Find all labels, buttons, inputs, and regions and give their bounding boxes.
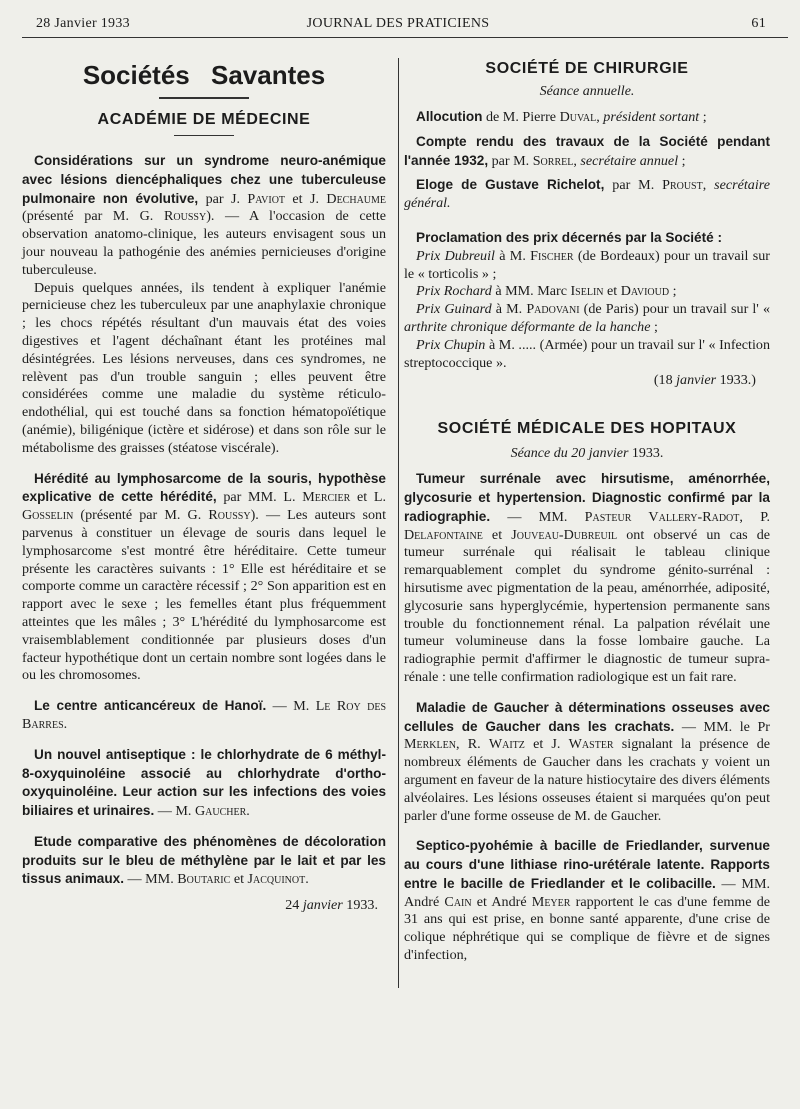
article-neuro-anemique: Considérations sur un syndrome neuro-anémique avec lésions diencéphaliques chez une tuberculeuse pulmonaire non évolutive, par J. Paviot et J. Dechaume (présenté par M. G. Roussy). — A l'occasion de cette observation anatomo-clinique, les auteurs envisagent sous un jour nouveau la pathogénie des anémies pernicieuses d'origine tuberculeuse. Depuis quelques années, ils tendent à expliquer l'anémie pernicieuse chez les tuberculeux par une anaphylaxie chronique ; les chocs répétés résultant d'un mauvais état des voies digestives et l'agent déchaînant étant les protéines mal désintégrées. Les lésions nerveuses, dans ces syndromes, ne relèvent pas d'un trouble sanguin ; elles peuvent être considérées comme une maladie du système réticulo-endothélial, qui est touché dans sa fonction hématopoïétique (anémie), biligénique (ictère et sidérose) et dans son rôle sur le métabolisme des graisses (stéatose viscérale). bbox=[22, 153, 387, 456]
left-column bbox=[22, 60, 386, 915]
academie-rule bbox=[174, 135, 234, 136]
allocution: Allocution de M. Pierre Duval, président sortant ; bbox=[416, 109, 707, 125]
hopitaux-subtitle: Séance du 20 janvier 1933. bbox=[510, 446, 664, 462]
article-lymphosarcome: Hérédité au lymphosarcome de la souris, hypothèse explicative de cette hérédité, par MM. L. Mercier et L. Gosselin (présenté par M. G. Roussy). — Les auteurs sont parvenus à constituer un élevage de souris dans lequel le lymphosarcome s'est montré être héréditaire. Cette tumeur présente les caractères suivants : 1° Elle est héréditaire et se comporte comme un caractère récessif ; 2° Son apparition est en rapport avec le sexe ; les femelles étant plus fréquemment atteintes que les mâles ; 3° L'hérédité du lymphosarcome est vraisemblablement conditionnée par plusieurs doses d'un facteur hypothétique dont un certain nombre sont logées dans le ou les chromosomes. bbox=[22, 470, 386, 684]
column-divider bbox=[398, 58, 399, 988]
article-tumeur-surrenale: Tumeur surrénale avec hirsutisme, aménorrhée, glycosurie et hypertension. Diagnostic confirmé par la radiographie. — MM. Pasteur Vallery-Radot, P. Delafontaine et Jouveau-Dubreuil ont observé un cas de tumeur surrénale qui réalisait le tableau clinique remarquablement complet du syndrome génito-surrénal : hirsutisme avec pigmentation de la peau, aménorrhée, adiposité, glycosurie sans hyperglycémie, hypertension permanente sans trouble du fonctionnement rénal. La palpation révélait une tumeur volumineuse dans la fosse lombaire gauche. La radiographie permit d'affirmer le diagnostic de tumeur supra-rénale : une telle confirmation radiologique est un fait rare. bbox=[404, 471, 770, 685]
chirurgie-subtitle: Séance annuelle. bbox=[539, 84, 635, 99]
compte-rendu: Compte rendu des travaux de la Société pendant l'année 1932, par M. Sorrel, secrétaire annuel ; bbox=[404, 133, 770, 169]
title-rule bbox=[159, 97, 249, 99]
article-hanoi: Le centre anticancéreux de Hanoï. — M. Le Roy des Barres. bbox=[22, 698, 386, 732]
journal-title: JOURNAL DES PRATICIENS bbox=[306, 16, 490, 31]
right-column bbox=[404, 60, 770, 965]
page-number: 61 bbox=[751, 16, 766, 31]
article-decoloration: Etude comparative des phénomènes de décoloration produits sur le bleu de méthylène par le lait et par les tissus animaux. — MM. Boutaric et Jacquinot. bbox=[22, 833, 386, 888]
left-date: 24 janvier 1933. bbox=[285, 897, 378, 914]
article-friedlander: Septico-pyohémie à bacille de Friedlander, survenue au cours d'une lithiase rino-urétérale latente. Rapports entre le bacille de Friedlander et le colibacille. — MM. André Cain et André Meyer rapportent le cas d'une femme de 31 ans qui est prise, en bonne santé apparente, d'une crise de colique néphrétique qui se complique de fièvre et de signes d'infection, bbox=[404, 838, 771, 964]
chirurgie-heading: SOCIÉTÉ DE CHIRURGIE bbox=[485, 60, 689, 77]
page-header bbox=[22, 16, 774, 36]
article-gaucher: Maladie de Gaucher à déterminations osseuses avec cellules de Gaucher dans les crachats. — MM. le Pr Merklen, R. Waitz et J. Waster signalant la présence de nombreux éléments de Gaucher dans les crachats y voient un argument en faveur de la nature histiocytaire des divers éléments alvéolaires. Les lésions osseuses étaient si marquées qu'on peut parler d'une forme osseuse de M. de Gaucher. bbox=[404, 699, 770, 824]
eloge: Eloge de Gustave Richelot, par M. Proust, secrétaire général. bbox=[404, 177, 770, 212]
header-rule bbox=[22, 37, 788, 38]
hopitaux-heading: SOCIÉTÉ MÉDICALE DES HOPITAUX bbox=[437, 420, 737, 438]
issue-date: 28 Janvier 1933 bbox=[36, 16, 130, 31]
proclamation-prix: Proclamation des prix décernés par la Société : Prix Dubreuil à M. Fischer (de Bordeaux) pour un travail sur le « torticolis » ; Prix Rochard à MM. Marc Iselin et Davioud ; Prix Guinard à M. Padovani (de Paris) pour un travail sur l' « arthrite chronique déformante de la hanche ; Prix Chupin à M. ..... (Armée) pour un travail sur l' « Infection streptococcique ». (18 janvier 1933.) bbox=[404, 229, 771, 389]
academie-heading: ACADÉMIE DE MÉDECINE bbox=[97, 111, 311, 128]
article-antiseptique: Un nouvel antiseptique : le chlorhydrate de 6 méthyl-8-oxyquinoléine associé au chlorhydrate d'ortho-oxyquinoléine. Leur action sur les infections des voies biliaires et urinaires. — M. Gaucher. bbox=[22, 746, 386, 820]
section-title: Sociétés Savantes bbox=[82, 60, 326, 90]
